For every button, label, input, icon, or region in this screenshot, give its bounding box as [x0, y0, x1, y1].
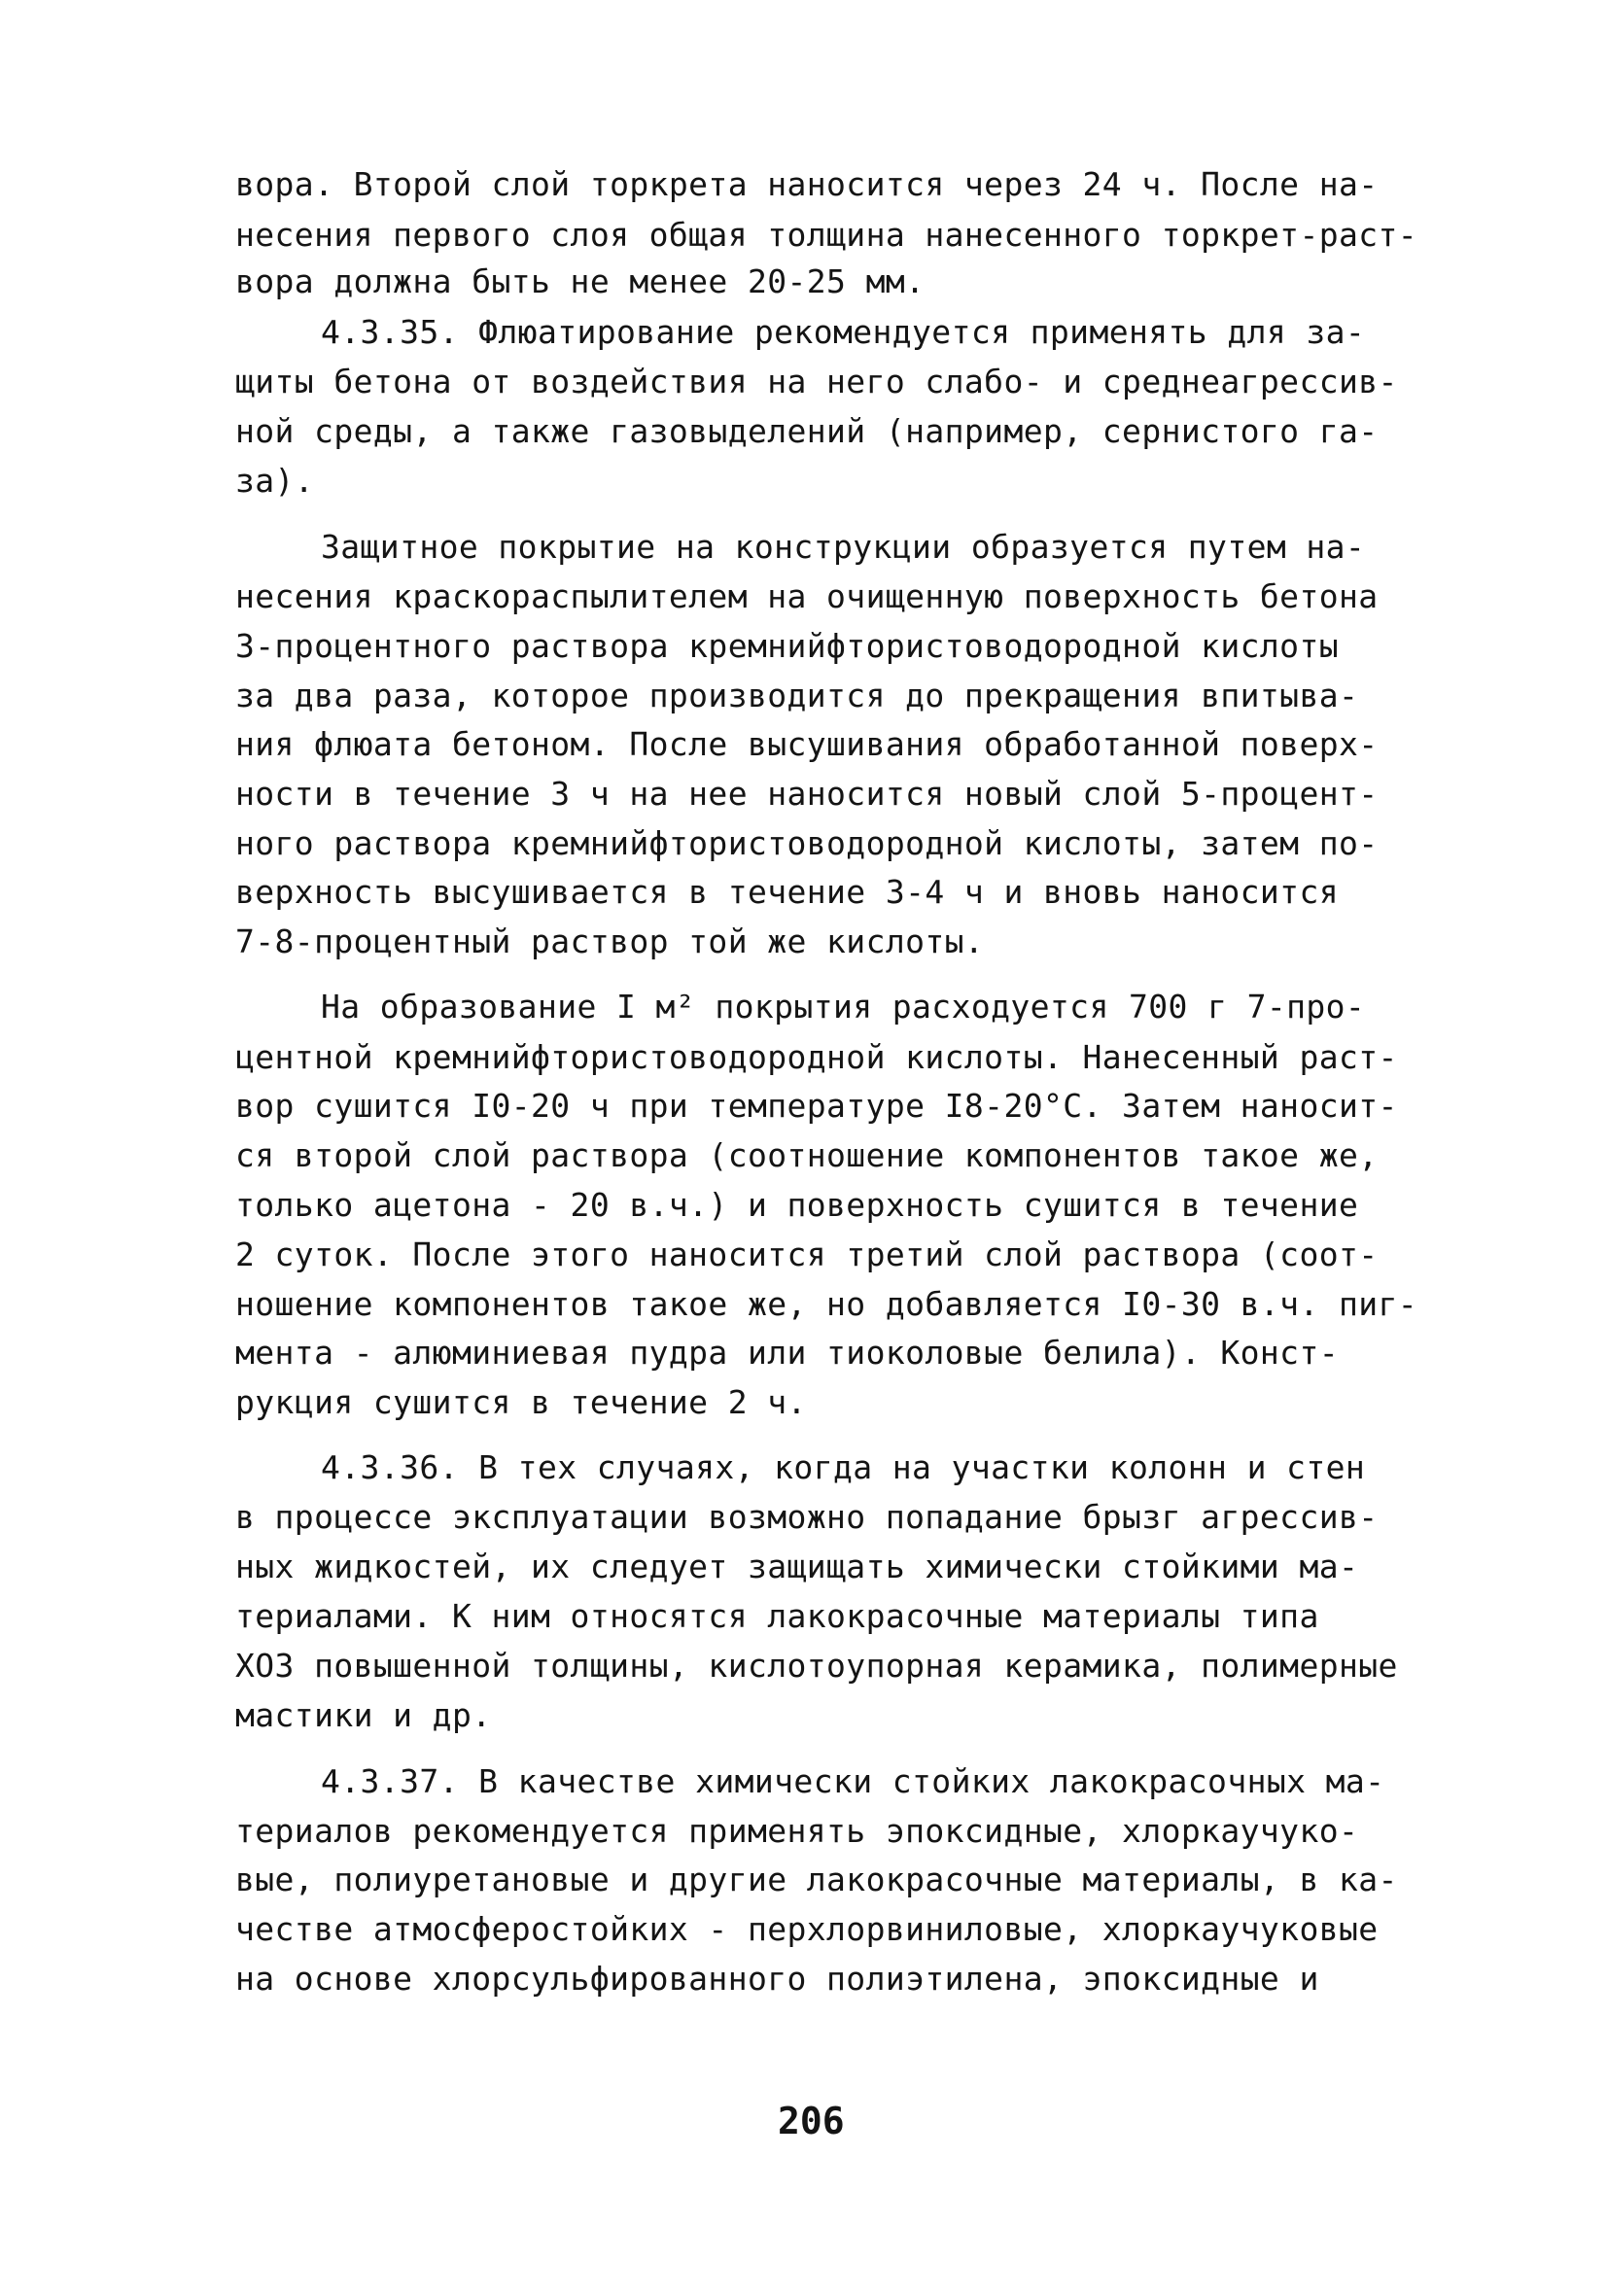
text-line: ного раствора кремнийфтористоводородной кислоты, затем по-: [235, 824, 1379, 862]
text-line: мента - алюминиевая пудра или тиоколовые белила). Конст-: [235, 1334, 1339, 1372]
text-line: центной кремнийфтористоводородной кислоты. Нанесенный раст-: [235, 1038, 1398, 1076]
text-line: только ацетона - 20 в.ч.) и поверхность сушится в течение: [235, 1186, 1359, 1224]
text-line: 4.3.37. В качестве химически стойких лакокрасочных ма-: [321, 1762, 1385, 1800]
text-line: мастики и др.: [235, 1696, 492, 1734]
text-line: 4.3.35. Флюатирование рекомендуется применять для за-: [321, 313, 1366, 351]
text-line: вора должна быть не менее 20-25 мм.: [235, 262, 926, 300]
text-line: за два раза, которое производится до прекращения впитыва-: [235, 677, 1359, 714]
text-line: На образование I м² покрытия расходуется 700 г 7-про-: [321, 988, 1366, 1026]
text-line: рукция сушится в течение 2 ч.: [235, 1383, 807, 1421]
text-line: ности в течение 3 ч на нее наносится новый слой 5-процент-: [235, 775, 1379, 813]
text-line: 2 суток. После этого наносится третий слой раствора (соот-: [235, 1235, 1379, 1273]
text-line: за).: [235, 462, 315, 500]
text-line: вора. Второй слой торкрета наносится через 24 ч. После на-: [235, 165, 1379, 203]
text-line: ния флюата бетоном. После высушивания обработанной поверх-: [235, 725, 1379, 763]
text-line: ных жидкостей, их следует защищать химически стойкими ма-: [235, 1548, 1359, 1585]
text-line: в процессе эксплуатации возможно попадание брызг агрессив-: [235, 1498, 1379, 1536]
page-number: 206: [778, 2100, 845, 2142]
text-line: ношение компонентов такое же, но добавляется I0-30 в.ч. пиг-: [235, 1285, 1418, 1323]
text-line: ной среды, а также газовыделений (например, сернистого га-: [235, 412, 1379, 450]
text-line: ХОЗ повышенной толщины, кислотоупорная керамика, полимерные: [235, 1647, 1398, 1685]
text-line: несения первого слоя общая толщина нанесенного торкрет-раст-: [235, 216, 1418, 254]
text-line: несения краскораспылителем на очищенную поверхность бетона: [235, 577, 1379, 615]
text-line: честве атмосферостойких - перхлорвиниловые, хлоркаучуковые: [235, 1910, 1379, 1948]
text-line: 7-8-процентный раствор той же кислоты.: [235, 922, 985, 960]
text-line: 3-процентного раствора кремнийфтористоводородной кислоты: [235, 627, 1339, 665]
text-line: териалами. К ним относятся лакокрасочные материалы типа: [235, 1597, 1319, 1635]
text-line: ся второй слой раствора (соотношение компонентов такое же,: [235, 1136, 1379, 1174]
text-line: вор сушится I0-20 ч при температуре I8-20°С. Затем наносит-: [235, 1087, 1398, 1125]
text-line: 4.3.36. В тех случаях, когда на участки колонн и стен: [321, 1448, 1366, 1486]
text-line: верхность высушивается в течение 3-4 ч и вновь наносится: [235, 873, 1339, 911]
text-line: териалов рекомендуется применять эпоксидные, хлоркаучуко-: [235, 1812, 1359, 1850]
text-line: на основе хлорсульфированного полиэтилена, эпоксидные и: [235, 1960, 1319, 1998]
text-line: щиты бетона от воздействия на него слабо- и среднеагрессив-: [235, 363, 1398, 400]
text-line: вые, полиуретановые и другие лакокрасочные материалы, в ка-: [235, 1861, 1398, 1898]
text-line: Защитное покрытие на конструкции образуется путем на-: [321, 528, 1366, 566]
